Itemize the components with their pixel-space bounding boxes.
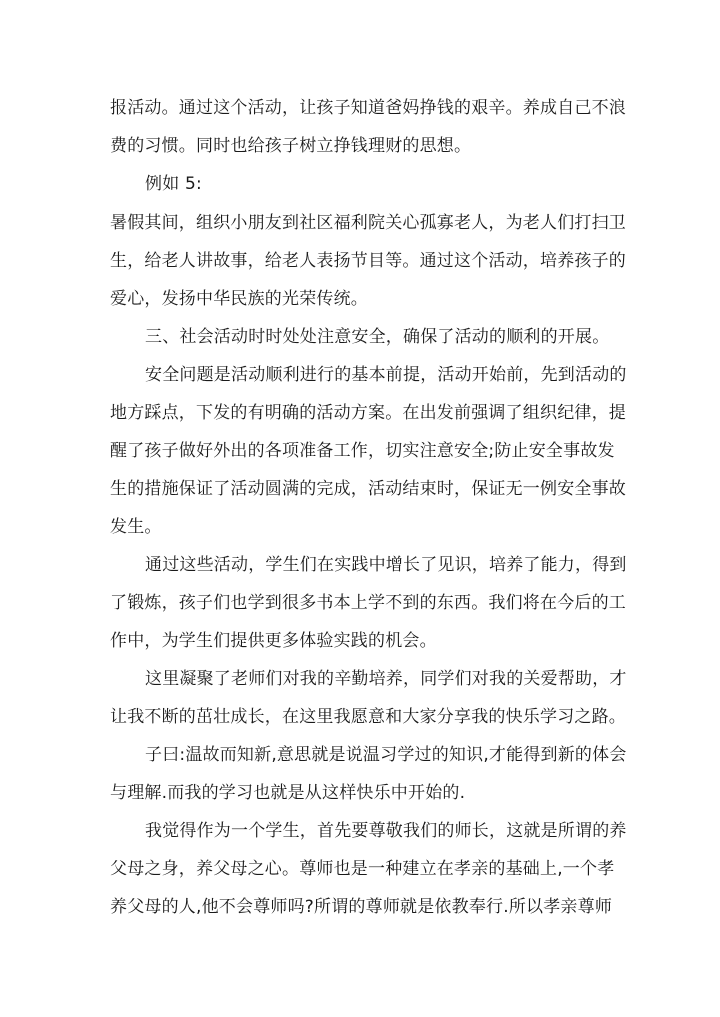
section-heading: 三、社会活动时时处处注意安全，确保了活动的顺利的开展。 [145,327,610,347]
example-heading: 例如 5: [145,174,202,194]
text-line: 了锻炼，孩子们也学到很多书本上学不到的东西。我们将在今后的工 [110,593,626,613]
text-line: 安全问题是活动顺利进行的基本前提，活动开始前，先到活动的 [145,365,627,385]
text-line: 醒了孩子做好外出的各项准备工作，切实注意安全;防止安全事故发 [110,441,615,461]
text-line: 发生。 [110,517,162,537]
text-line: 生的措施保证了活动圆满的完成，活动结束时，保证无一例安全事故 [110,479,626,499]
text-line: 我觉得作为一个学生，首先要尊敬我们的师长，这就是所谓的养 [145,821,627,841]
text-line: 报活动。通过这个活动，让孩子知道爸妈挣钱的艰辛。养成自己不浪 [110,98,626,118]
text-line: 通过这些活动，学生们在实践中增长了见识，培养了能力，得到 [145,555,627,575]
text-line: 子曰:温故而知新,意思就是说温习学过的知识,才能得到新的体会 [145,745,627,765]
text-line: 地方踩点，下发的有明确的活动方案。在出发前强调了组织纪律，提 [110,403,626,423]
text-line: 让我不断的茁壮成长，在这里我愿意和大家分享我的快乐学习之路。 [110,707,626,727]
text-line: 作中，为学生们提供更多体验实践的机会。 [110,631,437,651]
text-line: 爱心，发扬中华民族的光荣传统。 [110,289,368,309]
text-line: 暑假其间，组织小朋友到社区福利院关心孤寡老人，为老人们打扫卫 [110,213,626,233]
text-line: 与理解.而我的学习也就是从这样快乐中开始的. [110,783,466,803]
text-line: 父母之身，养父母之心。尊师也是一种建立在孝亲的基础上,一个孝 [110,859,615,879]
text-line: 费的习惯。同时也给孩子树立挣钱理财的思想。 [110,136,472,156]
text-line: 养父母的人,他不会尊师吗?所谓的尊师就是依教奉行.所以孝亲尊师 [110,897,613,917]
text-line: 这里凝聚了老师们对我的辛勤培养，同学们对我的关爱帮助，才 [145,669,627,689]
text-line: 生，给老人讲故事，给老人表扬节目等。通过这个活动，培养孩子的 [110,251,626,271]
